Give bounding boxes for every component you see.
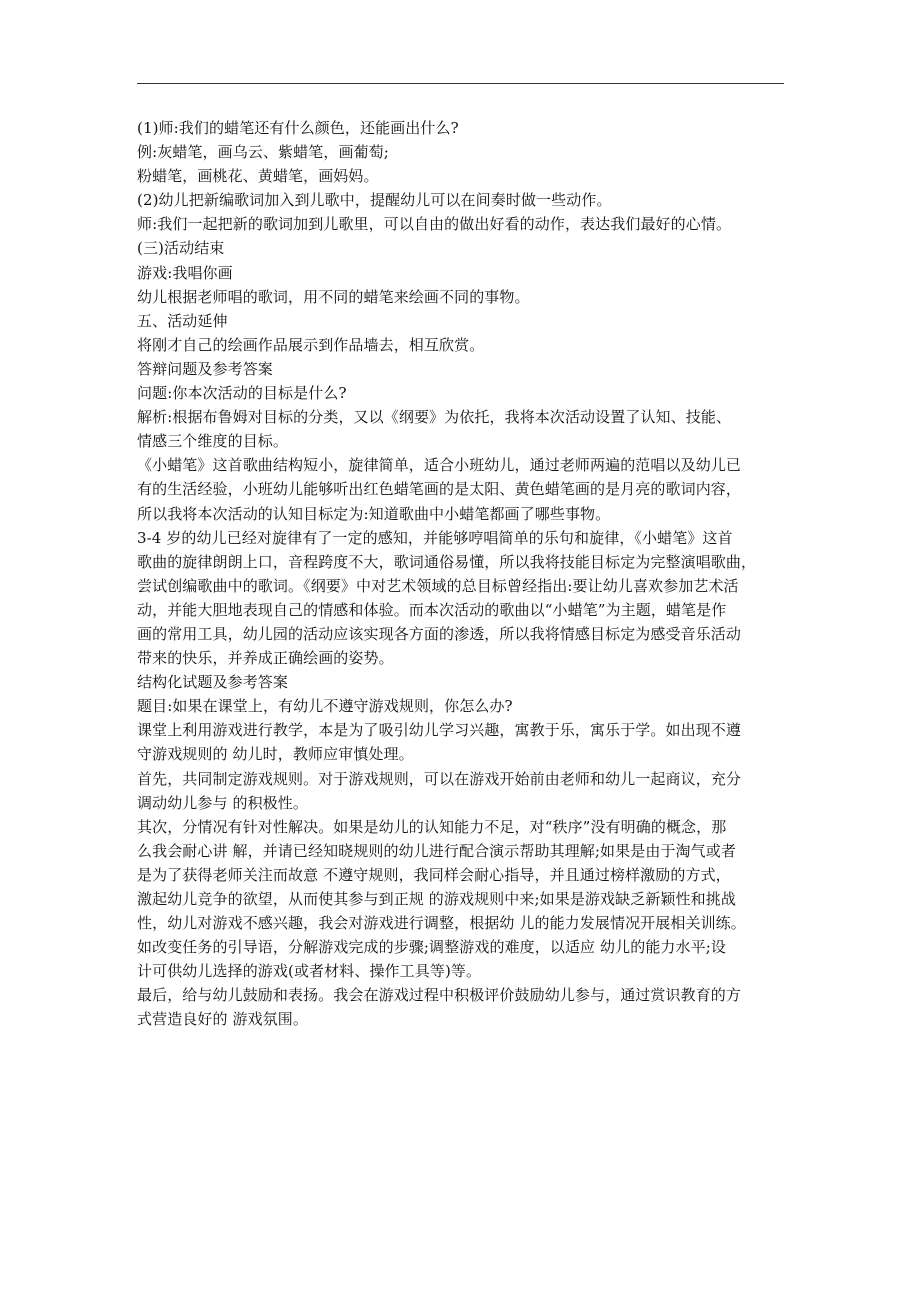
text-line: 最后，给与幼儿鼓励和表扬。我会在游戏过程中积极评价鼓励幼儿参与，通过赏识教育的方	[137, 986, 742, 1005]
text-line: 性，幼儿对游戏不感兴趣，我会对游戏进行调整，根据幼 儿的能力发展情况开展相关训练。	[137, 914, 746, 933]
text-line: 如改变任务的引导语，分解游戏完成的步骤;调整游戏的难度，以适应 幼儿的能力水平;设	[137, 938, 726, 957]
text-line: 例:灰蜡笔，画乌云、紫蜡笔，画葡萄;	[137, 143, 389, 162]
text-line: 首先，共同制定游戏规则。对于游戏规则，可以在游戏开始前由老师和幼儿一起商议，充分	[137, 769, 742, 788]
text-line: 粉蜡笔，画桃花、黄蜡笔，画妈妈。	[137, 167, 379, 186]
text-line: 是为了获得老师关注而故意 不遵守规则，我同样会耐心指导，并且通过榜样激励的方式，	[137, 865, 731, 884]
header-rule	[137, 83, 784, 84]
text-line: 题目:如果在课堂上，有幼儿不遵守游戏规则，你怎么办?	[137, 697, 513, 716]
text-line: 师:我们一起把新的歌词加到儿歌里，可以自由的做出好看的动作，表达我们最好的心情。	[137, 215, 732, 234]
text-line: 将刚才自己的绘画作品展示到作品墙去，相互欣赏。	[137, 335, 485, 354]
text-line: (2)幼儿把新编歌词加入到儿歌中，提醒幼儿可以在间奏时做一些动作。	[137, 191, 612, 210]
text-line: 所以我将本次活动的认知目标定为:知道歌曲中小蜡笔都画了哪些事物。	[137, 504, 611, 523]
text-line: 情感三个维度的目标。	[137, 432, 289, 451]
text-line: 画的常用工具，幼儿园的活动应该实现各方面的渗透，所以我将情感目标定为感受音乐活动	[137, 624, 742, 643]
document-body	[137, 116, 793, 1032]
text-line: 其次，分情况有针对性解决。如果是幼儿的认知能力不足，对“秩序”没有明确的概念，那	[137, 817, 727, 836]
text-line: 歌曲的旋律朗朗上口，音程跨度不大，歌词通俗易懂，所以我将技能目标定为完整演唱歌曲，	[137, 552, 757, 571]
text-line: 么我会耐心讲 解，并请已经知晓规则的幼儿进行配合演示帮助其理解;如果是由于淘气或者	[137, 841, 736, 860]
text-line: 答辩问题及参考答案	[137, 359, 273, 378]
text-line: (三)活动结束	[137, 239, 225, 258]
text-line: 3-4 岁的幼儿已经对旋律有了一定的感知，并能够哼唱简单的乐句和旋律，《小蜡笔》这首	[137, 528, 733, 547]
text-line: 激起幼儿竞争的欲望，从而使其参与到正规 的游戏规则中来;如果是游戏缺乏新颖性和挑战	[137, 890, 736, 908]
text-line: 调动幼儿参与 的积极性。	[137, 793, 308, 812]
text-line: 式营造良好的 游戏氛围。	[137, 1010, 308, 1029]
text-line: 幼儿根据老师唱的歌词，用不同的蜡笔来绘画不同的事物。	[137, 287, 530, 306]
text-line: 有的生活经验，小班幼儿能够听出红色蜡笔画的是太阳、黄色蜡笔画的是月亮的歌词内容，	[137, 480, 742, 499]
text-line: 解析:根据布鲁姆对目标的分类，又以《纲要》为依托，我将本次活动设置了认知、技能、	[137, 408, 732, 427]
text-line: 游戏:我唱你画	[137, 263, 233, 282]
text-line: (1)师:我们的蜡笔还有什么颜色，还能画出什么?	[137, 119, 459, 137]
text-line: 带来的快乐，并养成正确绘画的姿势。	[137, 649, 394, 668]
text-line: 结构化试题及参考答案	[137, 673, 289, 692]
text-line: 尝试创编歌曲中的歌词。《纲要》中对艺术领域的总目标曾经指出:要让幼儿喜欢参加艺术活	[137, 576, 739, 595]
text-line: 守游戏规则的 幼儿时，教师应审慎处理。	[137, 745, 414, 764]
text-line: 五、活动延伸	[137, 311, 228, 330]
text-line: 《小蜡笔》这首歌曲结构短小，旋律简单，适合小班幼儿，通过老师两遍的范唱以及幼儿已	[137, 456, 742, 475]
text-line: 问题:你本次活动的目标是什么?	[137, 384, 347, 403]
text-line: 动，并能大胆地表现自己的情感和体验。而本次活动的歌曲以“小蜡笔”为主题，蜡笔是作	[137, 600, 727, 619]
text-line: 计可供幼儿选择的游戏(或者材料、操作工具等)等。	[137, 962, 482, 981]
text-line: 课堂上利用游戏进行教学，本是为了吸引幼儿学习兴趣，寓教于乐，寓乐于学。如出现不遵	[137, 721, 742, 740]
